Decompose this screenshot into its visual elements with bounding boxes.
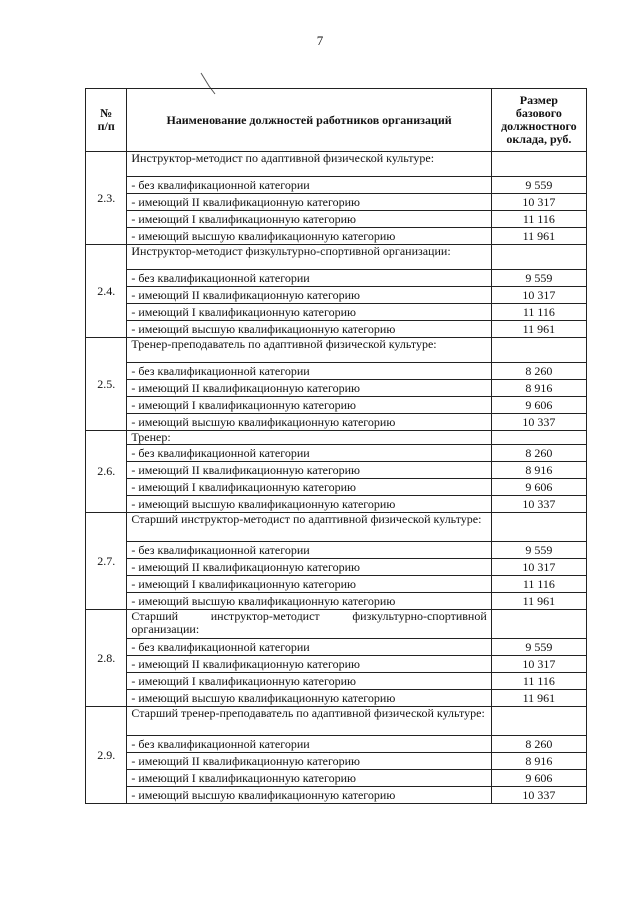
salary-value: 11 961: [491, 321, 586, 338]
section-title-value-cell: [491, 152, 586, 177]
page-number: 7: [316, 33, 324, 48]
section-title-value-cell: [491, 431, 586, 445]
category-label: - имеющий II квалификационную категорию: [127, 559, 491, 576]
section-number: 2.3.: [86, 152, 127, 245]
table-row: [86, 576, 587, 593]
section-title: Тренер-преподаватель по адаптивной физической культуре:: [127, 338, 491, 363]
section-title: Старший инструктор-методист физкультурно-спортивной организации:: [127, 610, 491, 639]
salary-value: 11 961: [491, 690, 586, 707]
salary-value: 9 606: [491, 397, 586, 414]
category-label: - имеющий I квалификационную категорию: [127, 211, 491, 228]
salary-value: 9 559: [491, 639, 586, 656]
table-row: [86, 177, 587, 194]
section-title: Старший тренер-преподаватель по адаптивной физической культуре:: [127, 707, 491, 736]
section-title: Инструктор-методист физкультурно-спортивной организации:: [127, 245, 491, 270]
section-title-row: [86, 152, 587, 177]
category-label: - имеющий высшую квалификационную категорию: [127, 690, 491, 707]
section-title: Инструктор-методист по адаптивной физической культуре:: [127, 152, 491, 177]
table-header-row: [86, 89, 587, 152]
section-title-row: [86, 431, 587, 445]
category-label: - имеющий I квалификационную категорию: [127, 479, 491, 496]
section-title-row: [86, 707, 587, 736]
salary-value: 10 317: [491, 656, 586, 673]
table-row: [86, 228, 587, 245]
category-label: - имеющий высшую квалификационную категорию: [127, 414, 491, 431]
table-row: [86, 496, 587, 513]
salary-value: 10 317: [491, 559, 586, 576]
salary-value: 8 260: [491, 363, 586, 380]
section-number: 2.5.: [86, 338, 127, 431]
category-label: - без квалификационной категории: [127, 363, 491, 380]
table-row: [86, 479, 587, 496]
category-label: - имеющий II квалификационную категорию: [127, 194, 491, 211]
category-label: - имеющий II квалификационную категорию: [127, 656, 491, 673]
table-row: [86, 194, 587, 211]
header-number-text: № п/п: [97, 106, 115, 133]
salary-value: 8 916: [491, 753, 586, 770]
category-label: - имеющий II квалификационную категорию: [127, 753, 491, 770]
category-label: - без квалификационной категории: [127, 639, 491, 656]
table-row: [86, 753, 587, 770]
section-title-row: [86, 245, 587, 270]
salary-value: 10 317: [491, 287, 586, 304]
table-row: [86, 304, 587, 321]
table-row: [86, 736, 587, 753]
table-row: [86, 445, 587, 462]
category-label: - имеющий I квалификационную категорию: [127, 304, 491, 321]
salary-value: 9 606: [491, 479, 586, 496]
section-title: Старший инструктор-методист по адаптивной физической культуре:: [127, 513, 491, 542]
table-row: [86, 211, 587, 228]
salary-value: 9 606: [491, 770, 586, 787]
table-row: [86, 321, 587, 338]
salary-value: 9 559: [491, 177, 586, 194]
salary-value: 10 337: [491, 787, 586, 804]
section-title-value-cell: [491, 513, 586, 542]
category-label: - имеющий II квалификационную категорию: [127, 380, 491, 397]
table-row: [86, 380, 587, 397]
header-base-salary: Размер базового должностного оклада, руб.: [491, 89, 586, 152]
salary-value: 8 916: [491, 462, 586, 479]
salary-value: 11 116: [491, 673, 586, 690]
table-row: [86, 770, 587, 787]
table-row: [86, 656, 587, 673]
salary-value: 10 337: [491, 496, 586, 513]
section-title: Тренер:: [127, 431, 491, 445]
category-label: - имеющий высшую квалификационную категорию: [127, 496, 491, 513]
header-position-name: Наименование должностей работников организаций: [127, 89, 491, 152]
table-row: [86, 363, 587, 380]
section-title-row: [86, 513, 587, 542]
salary-value: 11 961: [491, 593, 586, 610]
category-label: - имеющий I квалификационную категорию: [127, 770, 491, 787]
table-row: [86, 787, 587, 804]
section-title-value-cell: [491, 610, 586, 639]
table-row: [86, 673, 587, 690]
table-row: [86, 397, 587, 414]
salary-value: 11 961: [491, 228, 586, 245]
category-label: - без квалификационной категории: [127, 736, 491, 753]
salary-value: 11 116: [491, 211, 586, 228]
salary-value: 8 260: [491, 736, 586, 753]
table-row: [86, 542, 587, 559]
category-label: - имеющий I квалификационную категорию: [127, 397, 491, 414]
category-label: - имеющий высшую квалификационную категорию: [127, 228, 491, 245]
salary-value: 9 559: [491, 270, 586, 287]
table-row: [86, 414, 587, 431]
category-label: - имеющий высшую квалификационную категорию: [127, 321, 491, 338]
header-number: [86, 89, 127, 152]
section-number: 2.4.: [86, 245, 127, 338]
salary-value: 11 116: [491, 576, 586, 593]
category-label: - без квалификационной категории: [127, 542, 491, 559]
category-label: - имеющий высшую квалификационную категорию: [127, 593, 491, 610]
section-number: 2.6.: [86, 431, 127, 513]
table-row: [86, 559, 587, 576]
category-label: - имеющий II квалификационную категорию: [127, 287, 491, 304]
category-label: - имеющий I квалификационную категорию: [127, 576, 491, 593]
section-title-value-cell: [491, 245, 586, 270]
section-title-value-cell: [491, 338, 586, 363]
salary-value: 10 337: [491, 414, 586, 431]
section-title-row: [86, 338, 587, 363]
section-number: 2.9.: [86, 707, 127, 804]
salary-table: [85, 88, 587, 804]
category-label: - имеющий высшую квалификационную категорию: [127, 787, 491, 804]
section-title-row: [86, 610, 587, 639]
salary-value: 8 916: [491, 380, 586, 397]
table-row: [86, 270, 587, 287]
section-number: 2.8.: [86, 610, 127, 707]
section-title-value-cell: [491, 707, 586, 736]
salary-value: 10 317: [491, 194, 586, 211]
table-row: [86, 690, 587, 707]
table-row: [86, 287, 587, 304]
salary-value: 8 260: [491, 445, 586, 462]
category-label: - без квалификационной категории: [127, 270, 491, 287]
table-body: [86, 152, 587, 804]
category-label: - без квалификационной категории: [127, 445, 491, 462]
category-label: - без квалификационной категории: [127, 177, 491, 194]
table-row: [86, 639, 587, 656]
salary-value: 11 116: [491, 304, 586, 321]
table-row: [86, 462, 587, 479]
category-label: - имеющий I квалификационную категорию: [127, 673, 491, 690]
category-label: - имеющий II квалификационную категорию: [127, 462, 491, 479]
table-row: [86, 593, 587, 610]
section-number: 2.7.: [86, 513, 127, 610]
salary-value: 9 559: [491, 542, 586, 559]
